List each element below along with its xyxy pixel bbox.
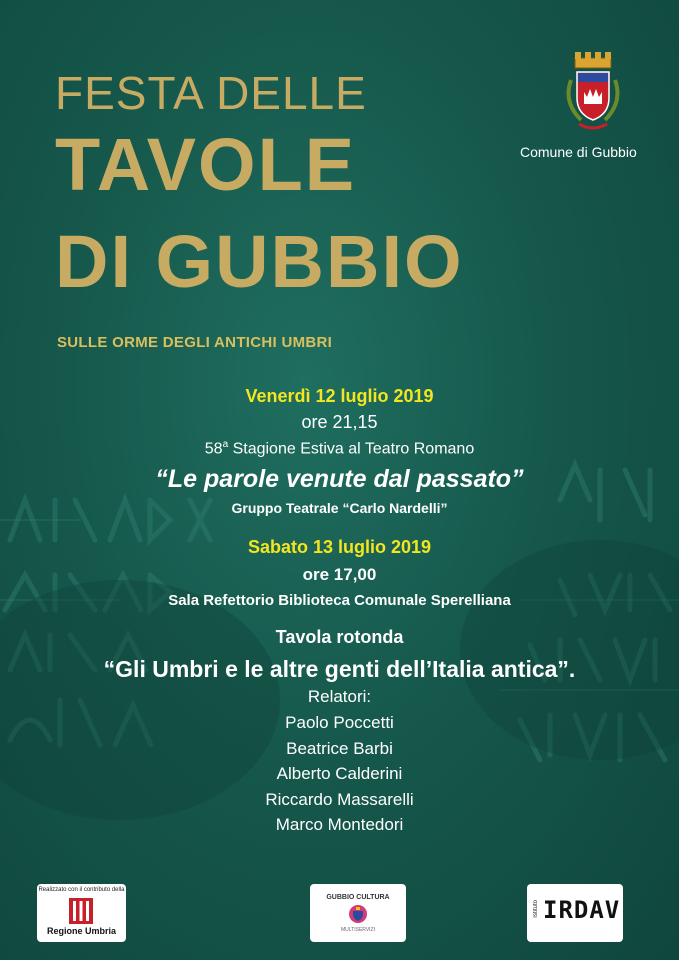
gubbio-cultura-name: GUBBIO CULTURA [326, 894, 390, 901]
speakers-label: Relatori: [307, 687, 372, 706]
regione-umbria-logo [37, 884, 126, 942]
event2-time: ore 17,00 [302, 565, 377, 584]
event2-venue: Sala Refettorio Biblioteca Comunale Sperelliana [168, 592, 511, 609]
event1-title: “Le parole venute dal passato” [155, 465, 524, 493]
speaker-item: Alberto Calderini [276, 764, 403, 783]
gubbio-cultura-logo [310, 884, 406, 942]
event1-group: Gruppo Teatrale “Carlo Nardelli” [231, 500, 448, 516]
speaker-item: Marco Montedori [275, 815, 404, 834]
event1-date: Venerdì 12 luglio 2019 [245, 386, 434, 406]
event2-type: Tavola rotonda [275, 627, 404, 647]
event2-title: “Gli Umbri e le altre genti dell’Italia antica”. [103, 656, 576, 682]
speaker-item: Paolo Poccetti [285, 713, 394, 732]
gubbio-cultura-sub: MULTISERVIZI [341, 927, 375, 933]
irdav-logo [527, 884, 623, 942]
irdav-side-text: Istituto [533, 900, 539, 918]
title-line-tavole: TAVOLE [55, 123, 357, 206]
regione-flag-icon [69, 898, 93, 924]
event1-season-number: 58 [204, 440, 223, 458]
crest-label: Comune di Gubbio [520, 144, 637, 160]
municipal-crest-icon [561, 50, 625, 134]
speaker-item: Beatrice Barbi [286, 739, 393, 758]
subtitle: SULLE ORME DEGLI ANTICHI UMBRI [57, 334, 333, 351]
speaker-item: Riccardo Massarelli [265, 790, 414, 809]
regione-name: Regione Umbria [46, 926, 116, 936]
title-line-festa-delle: FESTA DELLE [55, 67, 367, 119]
event1-season [0, 439, 679, 458]
gubbio-cultura-emblem-icon [348, 904, 368, 924]
irdav-name: IRDAV [543, 896, 621, 924]
title-line-di-gubbio: DI GUBBIO [55, 220, 464, 303]
event1-season-ordinal: a [222, 439, 229, 450]
regione-contribution-note: Realizzato con il contributo della [38, 887, 125, 893]
event1-season-text: Stagione Estiva al Teatro Romano [228, 440, 475, 458]
event1-time: ore 21,15 [301, 412, 378, 432]
event2-date: Sabato 13 luglio 2019 [247, 537, 432, 557]
